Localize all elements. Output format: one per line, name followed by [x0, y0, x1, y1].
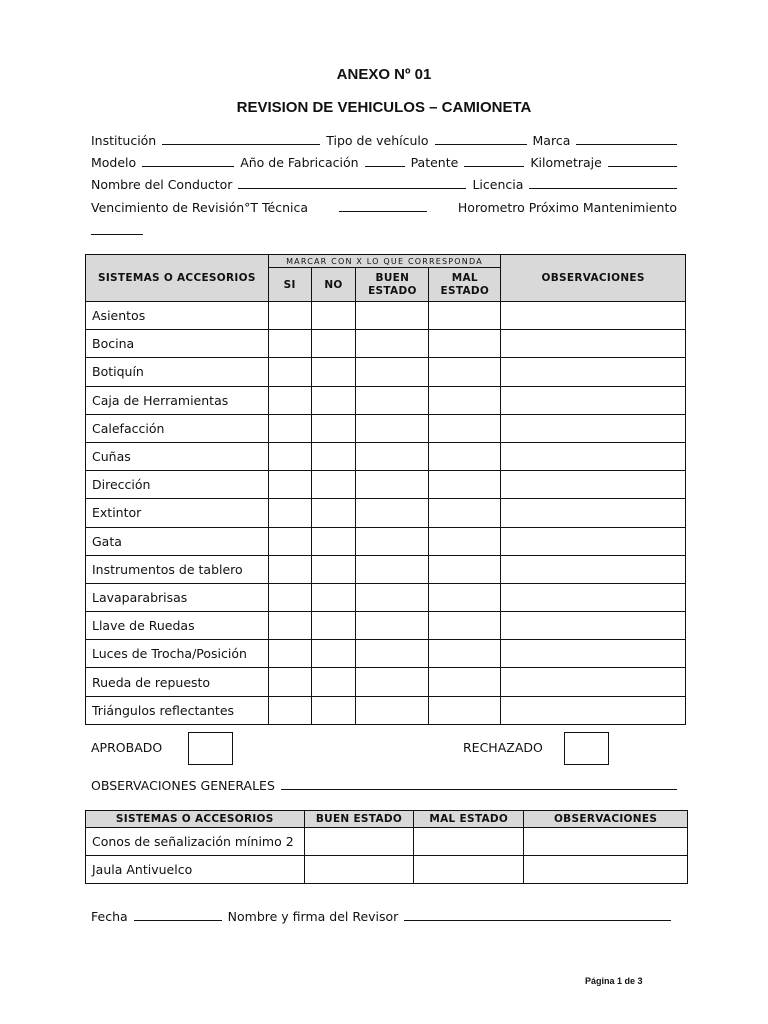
- cell-no[interactable]: [311, 696, 356, 724]
- table-row: [86, 302, 686, 330]
- cell-obs[interactable]: [501, 414, 686, 442]
- row-label: Asientos: [86, 302, 269, 330]
- col-header-mal-estado: MAL ESTADO: [429, 268, 501, 302]
- horometro-field[interactable]: [91, 222, 143, 235]
- table-row: [86, 583, 686, 611]
- conductor-field[interactable]: [238, 176, 466, 189]
- patente-field[interactable]: [464, 154, 524, 167]
- fecha-field[interactable]: [134, 908, 222, 921]
- col-header-buen-estado-2: BUEN ESTADO: [304, 811, 414, 828]
- vencimiento-label: Vencimiento de Revisión°T Técnica: [91, 200, 309, 215]
- cell-si[interactable]: [268, 414, 311, 442]
- cell-no[interactable]: [311, 414, 356, 442]
- cell-buen[interactable]: [356, 640, 429, 668]
- cell-si[interactable]: [268, 583, 311, 611]
- cell-mal[interactable]: [429, 668, 501, 696]
- cell-si[interactable]: [268, 358, 311, 386]
- table-row: [86, 414, 686, 442]
- col-header-observaciones-2: OBSERVACIONES: [524, 811, 688, 828]
- cell-obs[interactable]: [501, 330, 686, 358]
- cell-mal[interactable]: [429, 640, 501, 668]
- cell-buen[interactable]: [304, 856, 414, 884]
- cell-no[interactable]: [311, 499, 356, 527]
- cell-buen[interactable]: [356, 555, 429, 583]
- cell-obs[interactable]: [501, 358, 686, 386]
- systems-table-body: [86, 302, 686, 725]
- row-label: Luces de Trocha/Posición: [86, 640, 269, 668]
- row-label: Rueda de repuesto: [86, 668, 269, 696]
- row-label: Triángulos reflectantes: [86, 696, 269, 724]
- cell-no[interactable]: [311, 640, 356, 668]
- table-row: [86, 668, 686, 696]
- observaciones-generales-line: [91, 777, 677, 793]
- cell-obs[interactable]: [501, 386, 686, 414]
- cell-buen[interactable]: [356, 527, 429, 555]
- col-header-no: NO: [311, 268, 356, 302]
- cell-buen[interactable]: [356, 358, 429, 386]
- form-line-1: [91, 132, 677, 148]
- cell-buen[interactable]: [356, 668, 429, 696]
- licencia-label: Licencia: [472, 177, 524, 192]
- cell-mal[interactable]: [429, 555, 501, 583]
- row-label: Lavaparabrisas: [86, 583, 269, 611]
- tipo-vehiculo-field[interactable]: [435, 132, 527, 145]
- cell-no[interactable]: [311, 471, 356, 499]
- cell-buen[interactable]: [356, 696, 429, 724]
- rechazado-checkbox[interactable]: [564, 732, 609, 765]
- cell-obs[interactable]: [501, 442, 686, 470]
- cell-obs[interactable]: [501, 527, 686, 555]
- anio-fabricacion-label: Año de Fabricación: [240, 155, 359, 170]
- extras-table-body: [86, 828, 688, 884]
- vencimiento-field[interactable]: [339, 199, 427, 212]
- aprobado-checkbox[interactable]: [188, 732, 233, 765]
- table-row: [86, 696, 686, 724]
- cell-buen[interactable]: [356, 414, 429, 442]
- table-row: [86, 386, 686, 414]
- cell-si[interactable]: [268, 527, 311, 555]
- row-label: Llave de Ruedas: [86, 612, 269, 640]
- row-label: Extintor: [86, 499, 269, 527]
- cell-no[interactable]: [311, 583, 356, 611]
- table-row: [86, 442, 686, 470]
- cell-mal[interactable]: [429, 414, 501, 442]
- form-line-3: [91, 176, 677, 192]
- cell-si[interactable]: [268, 612, 311, 640]
- row-label: Cuñas: [86, 442, 269, 470]
- row-label: Botiquín: [86, 358, 269, 386]
- col-header-marcar: MARCAR CON X LO QUE CORRESPONDA: [268, 255, 501, 268]
- cell-si[interactable]: [268, 330, 311, 358]
- cell-buen[interactable]: [356, 583, 429, 611]
- conductor-label: Nombre del Conductor: [91, 177, 233, 192]
- row-label: Bocina: [86, 330, 269, 358]
- form-line-2: [91, 154, 677, 170]
- observaciones-generales-label: OBSERVACIONES GENERALES: [91, 778, 275, 793]
- cell-mal[interactable]: [429, 612, 501, 640]
- cell-si[interactable]: [268, 640, 311, 668]
- institucion-label: Institución: [91, 133, 157, 148]
- observaciones-generales-field[interactable]: [281, 777, 677, 790]
- table-row: [86, 358, 686, 386]
- licencia-field[interactable]: [529, 176, 677, 189]
- cell-obs[interactable]: [524, 828, 688, 856]
- row-label: Jaula Antivuelco: [86, 856, 305, 884]
- cell-obs[interactable]: [501, 696, 686, 724]
- page-subtitle: REVISION DE VEHICULOS – CAMIONETA: [236, 99, 532, 116]
- cell-buen[interactable]: [356, 499, 429, 527]
- cell-mal[interactable]: [429, 442, 501, 470]
- cell-si[interactable]: [268, 302, 311, 330]
- cell-buen[interactable]: [356, 442, 429, 470]
- cell-buen[interactable]: [356, 612, 429, 640]
- cell-mal[interactable]: [429, 358, 501, 386]
- fecha-label: Fecha: [91, 909, 128, 924]
- cell-mal[interactable]: [429, 302, 501, 330]
- cell-buen[interactable]: [356, 471, 429, 499]
- cell-obs[interactable]: [501, 471, 686, 499]
- cell-no[interactable]: [311, 555, 356, 583]
- cell-no[interactable]: [311, 527, 356, 555]
- institucion-field[interactable]: [162, 132, 320, 145]
- cell-obs[interactable]: [524, 856, 688, 884]
- cell-obs[interactable]: [501, 640, 686, 668]
- kilometraje-field[interactable]: [608, 154, 677, 167]
- form-line-4: [91, 199, 677, 215]
- rechazado-label: RECHAZADO: [463, 740, 543, 755]
- cell-obs[interactable]: [501, 555, 686, 583]
- tipo-vehiculo-label: Tipo de vehículo: [326, 133, 429, 148]
- cell-mal[interactable]: [429, 696, 501, 724]
- cell-mal[interactable]: [429, 471, 501, 499]
- modelo-field[interactable]: [142, 154, 234, 167]
- cell-obs[interactable]: [501, 499, 686, 527]
- cell-no[interactable]: [311, 442, 356, 470]
- page-number: Página 1 de 3: [585, 976, 643, 986]
- cell-buen[interactable]: [356, 386, 429, 414]
- cell-si[interactable]: [268, 555, 311, 583]
- table-row: [86, 499, 686, 527]
- systems-table: [85, 254, 686, 725]
- nombre-firma-field[interactable]: [404, 908, 671, 921]
- cell-obs[interactable]: [501, 302, 686, 330]
- cell-no[interactable]: [311, 668, 356, 696]
- row-label: Caja de Herramientas: [86, 386, 269, 414]
- cell-mal[interactable]: [429, 386, 501, 414]
- cell-no[interactable]: [311, 358, 356, 386]
- row-label: Calefacción: [86, 414, 269, 442]
- nombre-firma-label: Nombre y firma del Revisor: [227, 909, 399, 924]
- row-label: Instrumentos de tablero: [86, 555, 269, 583]
- kilometraje-label: Kilometraje: [530, 155, 602, 170]
- col-header-si: SI: [268, 268, 311, 302]
- row-label: Gata: [86, 527, 269, 555]
- cell-buen[interactable]: [304, 828, 414, 856]
- cell-no[interactable]: [311, 612, 356, 640]
- cell-mal[interactable]: [414, 856, 524, 884]
- row-label: Dirección: [86, 471, 269, 499]
- table-row: [86, 330, 686, 358]
- table-row: [86, 828, 688, 856]
- cell-obs[interactable]: [501, 612, 686, 640]
- table-row: [86, 527, 686, 555]
- aprobado-label: APROBADO: [91, 740, 163, 755]
- col-header-buen-estado: BUEN ESTADO: [356, 268, 429, 302]
- table-row: [86, 640, 686, 668]
- cell-si[interactable]: [268, 442, 311, 470]
- horometro-label: Horometro Próximo Mantenimiento: [457, 200, 677, 215]
- cell-mal[interactable]: [429, 499, 501, 527]
- table-row: [86, 612, 686, 640]
- col-header-mal-estado-2: MAL ESTADO: [414, 811, 524, 828]
- cell-mal[interactable]: [414, 828, 524, 856]
- cell-no[interactable]: [311, 330, 356, 358]
- col-header-sistemas: SISTEMAS O ACCESORIOS: [86, 255, 269, 302]
- cell-no[interactable]: [311, 302, 356, 330]
- col-header-sistemas-2: SISTEMAS O ACCESORIOS: [86, 811, 305, 828]
- table-row: [86, 555, 686, 583]
- cell-mal[interactable]: [429, 527, 501, 555]
- marca-field[interactable]: [576, 132, 677, 145]
- cell-obs[interactable]: [501, 583, 686, 611]
- marca-label: Marca: [532, 133, 571, 148]
- cell-si[interactable]: [268, 668, 311, 696]
- extras-table: [85, 810, 688, 884]
- modelo-label: Modelo: [91, 155, 137, 170]
- table-row: [86, 471, 686, 499]
- cell-si[interactable]: [268, 386, 311, 414]
- cell-no[interactable]: [311, 386, 356, 414]
- cell-obs[interactable]: [501, 668, 686, 696]
- cell-si[interactable]: [268, 499, 311, 527]
- cell-buen[interactable]: [356, 302, 429, 330]
- signature-line: [91, 908, 671, 924]
- row-label: Conos de señalización mínimo 2: [86, 828, 305, 856]
- cell-si[interactable]: [268, 696, 311, 724]
- table-row: [86, 856, 688, 884]
- patente-label: Patente: [410, 155, 459, 170]
- cell-buen[interactable]: [356, 330, 429, 358]
- cell-si[interactable]: [268, 471, 311, 499]
- col-header-observaciones: OBSERVACIONES: [501, 255, 686, 302]
- cell-mal[interactable]: [429, 330, 501, 358]
- cell-mal[interactable]: [429, 583, 501, 611]
- anio-fabricacion-field[interactable]: [365, 154, 405, 167]
- page-title: ANEXO Nº 01: [336, 66, 432, 83]
